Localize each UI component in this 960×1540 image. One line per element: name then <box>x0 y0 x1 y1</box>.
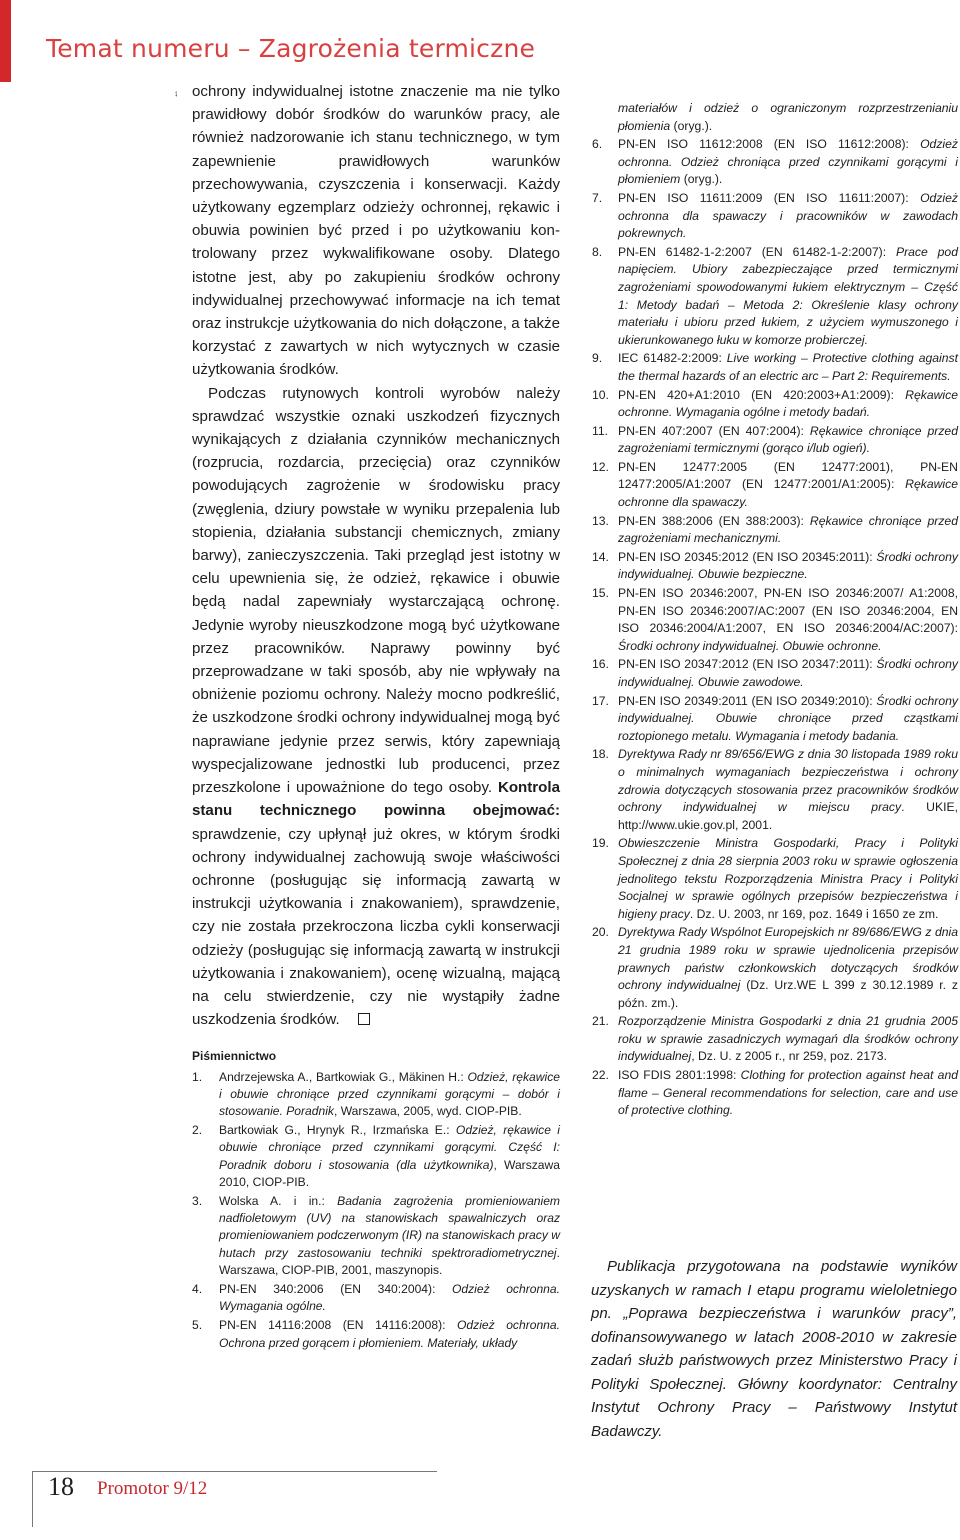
reference-item: 11. PN-EN 407:2007 (EN 407:2004): Rękawice chroniące przed zagrożeniami termicznymi (gorąco i/lub ogień). <box>592 423 958 456</box>
publication-note: Publikacja przygotowana na podstawie wyników uzyskanych w ramach I etapu programu wieloletniego pn. „Poprawa bezpieczeństwa i warunków pracy”, dofinansowywanego w latach 2008-2010 w zakresie zadań służb państwowych przez Ministerstwo Pracy i Polityki Społecznej. Główny koordynator: Centralny Instytut Ochrony Pracy – Państwowy Instytut Badawczy. <box>591 1258 957 1440</box>
reference-item: 18. Dyrektywa Rady nr 89/656/EWG z dnia 30 listopada 1989 roku o minimalnych wymaganiach bezpieczeństwa i ochrony zdrowia dotyczących stosowania przez pracowników środków ochrony indywidualnej w miejscu pracy. UKIE, http://www.ukie.gov.pl, 2001. <box>592 747 958 832</box>
reference-item: 21. Rozporządzenie Ministra Gospodarki z dnia 21 grudnia 2005 roku w sprawie zasadniczych wymagań dla środków ochrony indywidualnej, Dz. U. z 2005 r., nr 259, poz. 2173. <box>592 1014 958 1064</box>
reference-item: materiałów i odzież o ograniczonym rozprzestrzenianiu płomienia (oryg.). <box>618 101 958 133</box>
reference-item: 20. Dyrektywa Rady Wspólnot Europejskich nr 89/686/EWG z dnia 21 grudnia 1989 roku w sprawie ujednolicenia przepisów prawnych państw członkowskich dotyczących środków ochrony indywidualnej (Dz. Urz.WE L 399 z 30.12.1989 r. z późn. zm.). <box>592 925 958 1010</box>
paragraph-1: ⨾ ochrony indywidualnej istotne znaczenie ma nie tylko prawidłowy dobór środków do warunków pracy, ale również nadzorowanie ich stanu technicznego, w tym zapewnienie prawidłowych warunków przechowywania, czyszczenia i konserwacji. Każdy użytkowany egzemplarz odzieży ochronnej, rękawic i obuwia powinien być przed i po użytkowaniu kontrolowany przez wykwalifikowane osoby. Dlatego istotne jest, aby po zakupieniu środków ochrony indywidualnej przechowywać informacje na ich temat oraz instrukcje użytkowania do nich dołączone, a także korzystać z zawartych w nich wytycznych w czasie użytkowania środków. <box>192 80 560 382</box>
reference-item: 1. Andrzejewska A., Bartkowiak G., Mäkinen H.: Odzież, rękawice i obuwie chroniące przed czynnikami gorącymi – dobór i stosowanie. Poradnik, Warszawa, 2005, wyd. CIOP-PIB. <box>192 1069 560 1118</box>
reference-item: 3. Wolska A. i in.: Badania zagrożenia promieniowaniem nadfioletowym (UV) na stanowiskach spawalniczych oraz promieniowaniem podczerwonym (IR) na stanowiskach pracy w hutach przy zastosowaniu techniki spektroradiometrycznej. Warszawa, CIOP-PIB, 2001, maszynopis. <box>192 1193 561 1277</box>
footer-divider <box>32 1471 437 1472</box>
reference-item: 14. PN-EN ISO 20345:2012 (EN ISO 20345:2011): Środki ochrony indywidualnej. Obuwie bezpieczne. <box>592 549 958 582</box>
references-list <box>192 1069 560 1352</box>
section-header: Temat numeru – Zagrożenia termiczne <box>46 34 536 63</box>
reference-item: 16. PN-EN ISO 20347:2012 (EN ISO 20347:2011): Środki ochrony indywidualnej. Obuwie zawodowe. <box>592 657 958 689</box>
references-continued-column <box>592 100 958 1121</box>
bold-phrase: Kontrola stanu technicznego powinna obejmować: <box>192 779 560 820</box>
end-of-article-icon <box>358 1013 370 1025</box>
paragraph-2: Podczas rutynowych kontroli wyrobów należy sprawdzać wszystkie oznaki uszkodzeń fizycznych wynikających z działania czynników mechanicznych (rozprucia, rozdarcia, przecięcia) oraz czynników powodujących zagrożenie w środowisku pracy (zwęglenia, dziury powstałe w wyniku przepalenia lub stopienia, działania substancji chemicznych, zmiany barwy), zanieczyszczenia. Taki przegląd jest istotny w celu upewnienia się, że odzież, rękawice i obuwie będą nadal zapewniały wystarczającą ochronę. Jedynie wyroby nieuszkodzone mogą być użytkowane przez pracowników. Naprawy powinny być przeprowadzane w taki sposób, aby nie wpływały na obniżenie poziomu ochrony. Należy mocno podkreślić, że uszkodzone środki ochrony indywidualnej mogą być naprawiane jedynie przez serwis, który zapewniają wyspecjalizowane jednostki lub producenci, przez przeszkolone i upoważnione do tego osoby. Kontrola stanu technicznego powinna obejmować: sprawdzenie, czy upłynął już okres, w którym środki ochrony indywidualnej zachowują swoje właściwości ochronne (posługując się informacją zawartą w instrukcji użytkowania i znakowaniem), sprawdzenie, czy nie została przekroczona liczba cykli konserwacji odzieży (posługując się informacją zawartą w instrukcji użytkowania i znakowaniem), ocenę wizualną, mającą na celu stwierdzenie, czy nie wystąpiły żadne uszkodzenia środków. <box>192 384 560 1029</box>
header-color-bar <box>0 0 11 82</box>
reference-item: 12. PN-EN 12477:2005 (EN 12477:2001), PN-EN 12477:2005/A1:2007 (EN 12477:2001/A1:2005): Rękawice ochronne dla spawaczy. <box>592 459 958 510</box>
references-list-continued <box>592 100 958 1120</box>
reference-item: 22. ISO FDIS 2801:1998: Clothing for protection against heat and flame – General recommendations for selection, care and use of protective clothing. <box>592 1068 958 1118</box>
reference-item: 9. IEC 61482-2:2009: Live working – Protective clothing against the thermal hazards of an electric arc – Part 2: Requirements. <box>592 351 959 383</box>
reference-item: 5. PN-EN 14116:2008 (EN 14116:2008): Odzież ochronna. Ochrona przed gorącem i płomieniem. Materiały, układy <box>192 1318 560 1350</box>
reference-item: 13. PN-EN 388:2006 (EN 388:2003): Rękawice chroniące przed zagrożeniami mechanicznymi. <box>592 513 958 546</box>
reference-item: 15. PN-EN ISO 20346:2007, PN-EN ISO 20346:2007/ A1:2008, PN-EN ISO 20346:2007/AC:2007 (EN ISO 20346:2004, EN ISO 20346:2004/A1:2007, EN ISO 20346:2004/AC:2007): Środki ochrony indywidualnej. Obuwie ochronne. <box>592 586 958 653</box>
publication-name: Promotor 9/12 <box>97 1478 208 1499</box>
page-number: 18 <box>48 1472 74 1501</box>
reference-item: 19. Obwieszczenie Ministra Gospodarki, Pracy i Polityki Społecznej z dnia 28 sierpnia 2003 roku w sprawie ogłoszenia jednolitego tekstu Rozporządzenia Ministra Pracy i Polityki Socjalnej w sprawie ogólnych przepisów bezpieczeństwa i higieny pracy. Dz. U. 2003, nr 169, poz. 1649 i 1650 ze zm. <box>592 836 958 921</box>
reference-item: 4. PN-EN 340:2006 (EN 340:2004): Odzież ochronna. Wymagania ogólne. <box>192 1281 560 1314</box>
reference-item: 17. PN-EN ISO 20349:2011 (EN ISO 20349:2010): Środki ochrony indywidualnej. Obuwie chroniące przed cząstkami roztopionego metalu. Wymagania i metody badania. <box>592 693 958 743</box>
reference-item: 6. PN-EN ISO 11612:2008 (EN ISO 11612:2008): Odzież ochronna. Odzież chroniąca przed czynnikami gorącymi i płomieniem (oryg.). <box>592 137 958 187</box>
reference-item: 7. PN-EN ISO 11611:2009 (EN ISO 11611:2007): Odzież ochronna dla spawaczy i pracowników w zawodach pokrewnych. <box>592 190 958 241</box>
continuation-arrow-icon: ⨾ <box>175 84 178 99</box>
reference-item: 8. PN-EN 61482-1-2:2007 (EN 61482-1-2:2007): Prace pod napięciem. Ubiory zabezpieczające przed termicznymi zagrożeniami spowodowanymi łukiem elektrycznym – Część 1: Metody badań – Metoda 2: Określenie klasy ochrony materiału i ubioru przed łukiem, z użyciem wymuszonego i ukierunkowanego łuku w komorze probierczej. <box>592 244 958 347</box>
reference-item: 2. Bartkowiak G., Hrynyk R., Irzmańska E.: Odzież, rękawice i obuwie chroniące przed czynnikami gorącymi. Część I: Poradnik doboru i stosowania (dla użytkownika), Warszawa 2010, CIOP-PIB. <box>192 1123 560 1189</box>
footer-vertical-divider <box>32 1472 33 1527</box>
references-title: Piśmiennictwo <box>192 1049 277 1064</box>
reference-item: 10. PN-EN 420+A1:2010 (EN 420:2003+A1:2009): Rękawice ochronne. Wymagania ogólne i metody badań. <box>592 387 958 420</box>
main-text-column <box>175 80 561 1354</box>
